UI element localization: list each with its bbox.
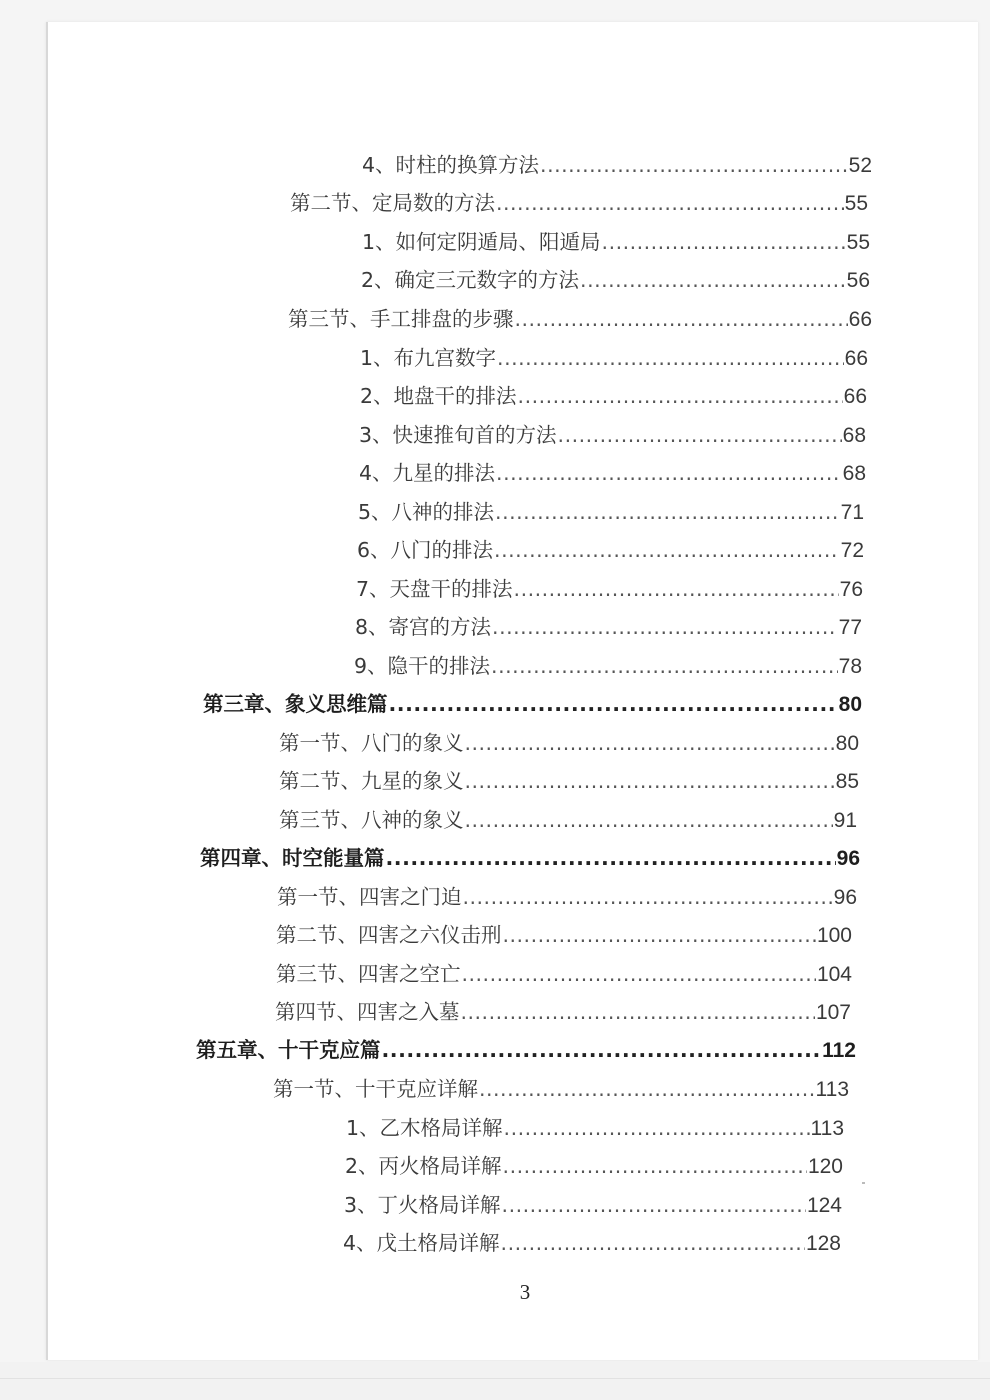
toc-title: 第三节、四害之空亡 (276, 962, 461, 986)
toc-leader-dots (518, 382, 843, 410)
toc-item (362, 151, 872, 181)
toc-item (359, 421, 866, 451)
toc-title: 7、天盘干的排法 (356, 577, 513, 601)
toc-title: 第四章、时空能量篇 (200, 846, 385, 870)
toc-page-number: 71 (840, 501, 864, 524)
toc-leader-dots (602, 228, 846, 256)
toc-page-number: 80 (838, 693, 862, 716)
toc-title: 第一节、十干克应详解 (273, 1077, 478, 1101)
toc-section (279, 806, 857, 836)
toc-item (357, 536, 864, 566)
toc-section (275, 998, 851, 1028)
toc-item (355, 613, 862, 643)
toc-page-number: 68 (842, 462, 866, 485)
toc-leader-dots (503, 1152, 807, 1180)
toc-page-number: 66 (848, 308, 872, 331)
toc-leader-dots (497, 344, 844, 372)
toc-page-number: 78 (838, 655, 862, 678)
toc-chapter (196, 1036, 856, 1066)
toc-item (361, 266, 870, 296)
toc-title: 第一节、八门的象义 (279, 731, 464, 755)
toc-item (344, 1191, 842, 1221)
page-number: 3 (519, 1280, 531, 1304)
toc-title: 3、丁火格局详解 (344, 1193, 501, 1217)
toc-leader-dots (465, 767, 835, 795)
toc-page-number: 100 (816, 924, 852, 947)
toc-page-number: 56 (846, 269, 870, 292)
toc-page-number: 104 (816, 963, 852, 986)
toc-leader-dots (389, 690, 838, 718)
toc-page-number: 66 (843, 385, 867, 408)
toc-leader-dots (465, 806, 833, 834)
toc-leader-dots (496, 459, 842, 487)
scan-speck (862, 1182, 865, 1184)
toc-title: 1、如何定阴遁局、阳遁局 (362, 230, 601, 254)
toc-section (277, 883, 857, 913)
toc-title: 4、戊土格局详解 (343, 1231, 500, 1255)
toc-section (279, 729, 859, 759)
toc-title: 2、丙火格局详解 (345, 1154, 502, 1178)
toc-title: 第三章、象义思维篇 (203, 692, 388, 716)
toc-page-number: 120 (807, 1155, 843, 1178)
toc-leader-dots (503, 921, 816, 949)
toc-page-number: 96 (833, 886, 857, 909)
toc-leader-dots (494, 536, 840, 564)
toc-title: 第三节、八神的象义 (279, 808, 464, 832)
toc-leader-dots (386, 844, 836, 872)
toc-item (358, 498, 864, 528)
toc-section (276, 921, 852, 951)
toc-leader-dots (495, 498, 840, 526)
toc-section (273, 1075, 849, 1105)
toc-page-number: 80 (835, 732, 859, 755)
toc-title: 9、隐干的排法 (354, 654, 491, 678)
toc-item (362, 228, 870, 258)
toc-title: 第二节、九星的象义 (279, 769, 464, 793)
toc-leader-dots (501, 1229, 805, 1257)
toc-page-number: 128 (805, 1232, 841, 1255)
toc-title: 6、八门的排法 (357, 538, 494, 562)
toc-title: 第二节、定局数的方法 (290, 191, 495, 215)
toc-leader-dots (540, 151, 848, 179)
toc-leader-dots (491, 652, 838, 680)
toc-title: 第一节、四害之门迫 (277, 885, 462, 909)
toc-title: 1、乙木格局详解 (346, 1116, 503, 1140)
toc-leader-dots (504, 1114, 810, 1142)
toc-page-number: 76 (839, 578, 863, 601)
toc-item (346, 1114, 844, 1144)
toc-page-number: 91 (833, 809, 857, 832)
toc-leader-dots (461, 998, 815, 1026)
toc-title: 5、八神的排法 (358, 500, 495, 524)
toc-page-number: 77 (838, 616, 862, 639)
toc-title: 2、地盘干的排法 (360, 384, 517, 408)
toc-page-number: 72 (840, 539, 864, 562)
toc-section (288, 305, 872, 335)
toc-title: 第五章、十干克应篇 (196, 1038, 381, 1062)
toc-item (343, 1229, 841, 1259)
toc-leader-dots (558, 421, 842, 449)
toc-leader-dots (479, 1075, 815, 1103)
toc-page-number: 107 (815, 1001, 851, 1024)
toc-title: 4、九星的排法 (359, 461, 496, 485)
toc-leader-dots (462, 960, 816, 988)
toc-section (276, 960, 852, 990)
toc-section (279, 767, 859, 797)
toc-title: 第四节、四害之入墓 (275, 1000, 460, 1024)
toc-page-number: 55 (844, 192, 868, 215)
toc-page-number: 113 (815, 1078, 849, 1101)
toc-leader-dots (496, 189, 844, 217)
toc-leader-dots (463, 883, 833, 911)
toc-leader-dots (492, 613, 838, 641)
toc-title: 第二节、四害之六仪击刑 (276, 923, 502, 947)
toc-title: 4、时柱的换算方法 (362, 153, 540, 177)
toc-page-number: 96 (836, 847, 860, 870)
toc-section (290, 189, 868, 219)
toc-item (345, 1152, 843, 1182)
toc-page-number: 85 (835, 770, 859, 793)
toc-page-number: 124 (806, 1194, 842, 1217)
toc-leader-dots (514, 575, 839, 603)
toc-leader-dots (515, 305, 848, 333)
toc-item (359, 459, 866, 489)
toc-title: 1、布九宫数字 (360, 346, 497, 370)
toc-title: 第三节、手工排盘的步骤 (288, 307, 514, 331)
toc-title: 3、快速推旬首的方法 (359, 423, 557, 447)
toc-leader-dots (382, 1036, 822, 1064)
toc-page-number: 113 (810, 1117, 844, 1140)
toc-leader-dots (580, 266, 846, 294)
toc-page-number: 55 (846, 231, 870, 254)
toc-page-number: 68 (842, 424, 866, 447)
toc-chapter (200, 844, 860, 874)
toc-item (360, 382, 867, 412)
toc-title: 8、寄宫的方法 (355, 615, 492, 639)
toc-leader-dots (502, 1191, 806, 1219)
toc-page-number: 52 (848, 154, 872, 177)
toc-item (354, 652, 862, 682)
toc-chapter (203, 690, 862, 720)
toc-title: 2、确定三元数字的方法 (361, 268, 580, 292)
toc-item (356, 575, 863, 605)
toc-leader-dots (465, 729, 835, 757)
toc-page-number: 66 (844, 347, 868, 370)
toc-item (360, 344, 868, 374)
toc-page-number: 112 (822, 1039, 856, 1062)
